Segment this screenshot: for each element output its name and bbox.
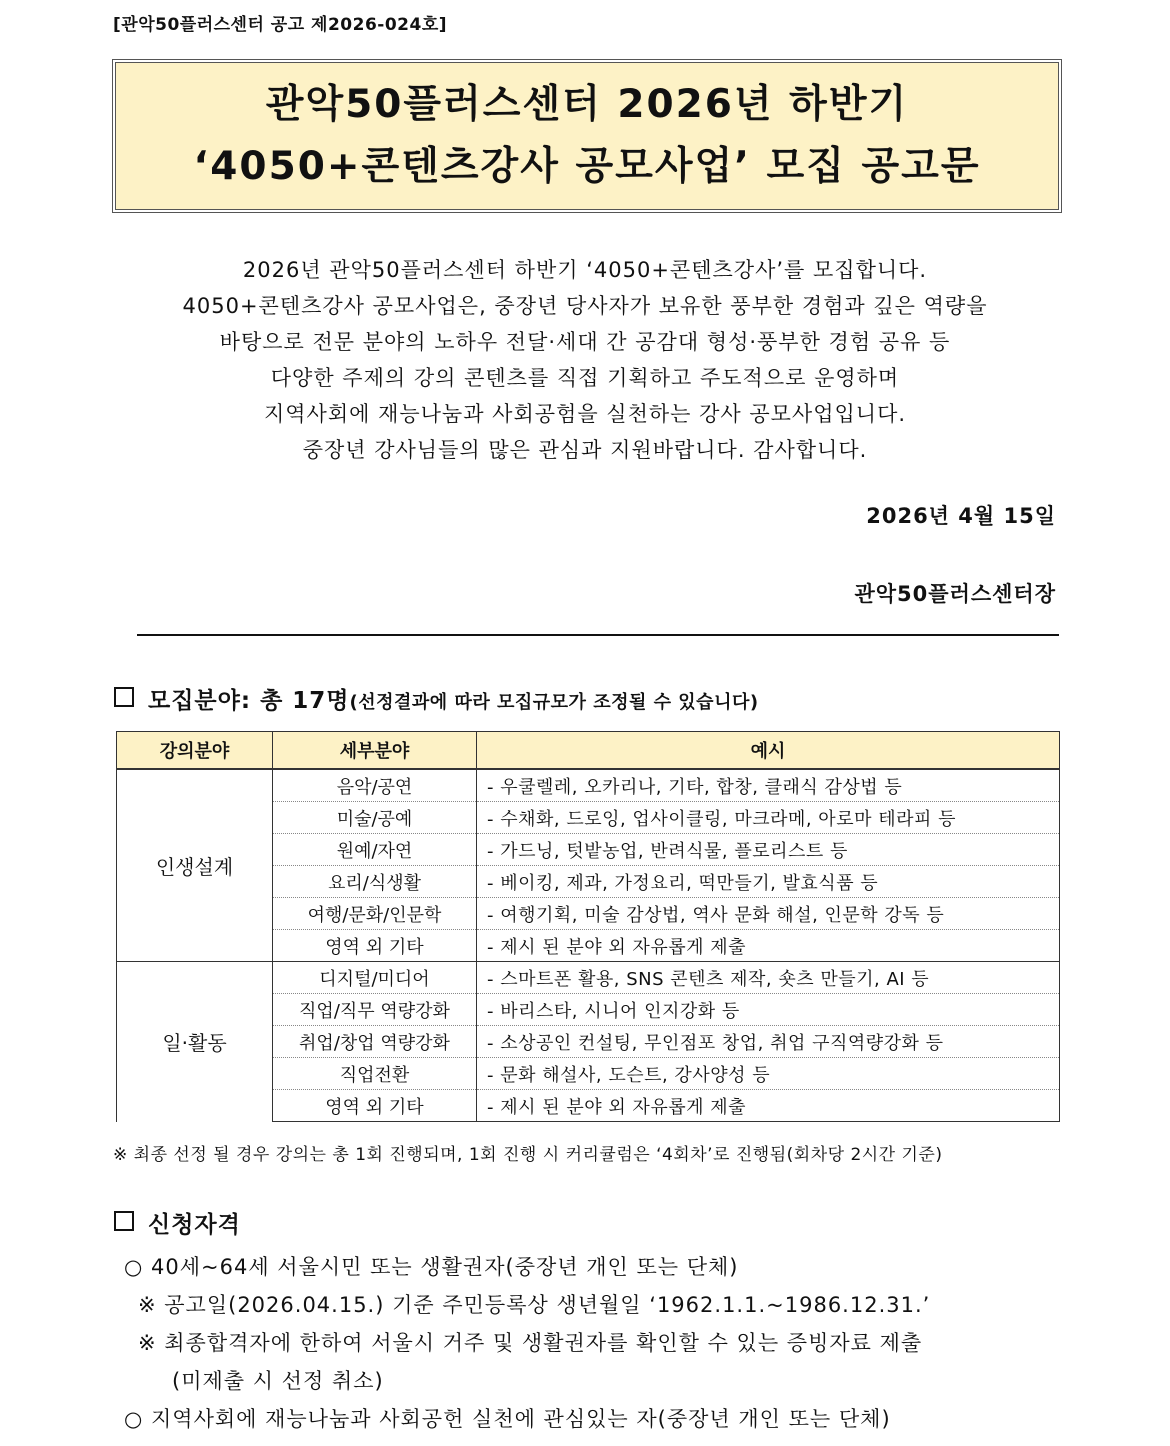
director-signature: 관악50플러스센터장 <box>854 582 1056 606</box>
example: - 소상공인 컨설팅, 무인점포 창업, 취업 구직역량강화 등 <box>477 1026 1060 1058</box>
example: - 바리스타, 시니어 인지강화 등 <box>477 994 1060 1026</box>
subfield: 직업/직무 역량강화 <box>273 994 477 1026</box>
section-note: (선정결과에 따라 모집규모가 조정될 수 있습니다) <box>349 692 759 713</box>
table-header-row <box>117 732 1060 770</box>
header-category: 강의분야 <box>117 732 273 770</box>
section-title: 신청자격 <box>148 1212 241 1238</box>
subfield: 직업전환 <box>273 1058 477 1090</box>
example: - 우쿨렐레, 오카리나, 기타, 합창, 클래식 감상법 등 <box>477 769 1060 802</box>
title-line-1: 관악50플러스센터 2026년 하반기 <box>265 82 909 127</box>
example: - 베이킹, 제과, 가정요리, 떡만들기, 발효식품 등 <box>477 866 1060 898</box>
category-work-activity: 일·활동 <box>117 962 273 1122</box>
example: - 문화 해설사, 도슨트, 강사양성 등 <box>477 1058 1060 1090</box>
subfield: 미술/공예 <box>273 802 477 834</box>
example: - 제시 된 분야 외 자유롭게 제출 <box>477 930 1060 962</box>
eligibility-note: ※ 최종합격자에 한하여 서울시 거주 및 생활권자를 확인할 수 있는 증빙자료 제출 <box>138 1331 923 1355</box>
intro-line: 바탕으로 전문 분야의 노하우 전달·세대 간 공감대 형성·풍부한 경험 공유 등 <box>219 330 951 354</box>
table-footnote: ※ 최종 선정 될 경우 강의는 총 1회 진행되며, 1회 진행 시 커리큘럼은 ‘4회차’로 진행됨(회차당 2시간 기준) <box>113 1145 943 1165</box>
eligibility-note-continued: (미제출 시 선정 취소) <box>172 1369 384 1393</box>
intro-line: 4050+콘텐츠강사 공모사업은, 중장년 당사자가 보유한 풍부한 경험과 깊은 역량을 <box>182 294 988 318</box>
subfield: 요리/식생활 <box>273 866 477 898</box>
example: - 제시 된 분야 외 자유롭게 제출 <box>477 1090 1060 1122</box>
eligibility-list <box>124 1248 930 1438</box>
intro-line: 2026년 관악50플러스센터 하반기 ‘4050+콘텐츠강사’를 모집합니다. <box>242 258 928 282</box>
eligibility-item: ○ 40세~64세 서울시민 또는 생활권자(중장년 개인 또는 단체) <box>124 1255 739 1279</box>
example: - 수채화, 드로잉, 업사이클링, 마크라메, 아로마 테라피 등 <box>477 802 1060 834</box>
section-title: 모집분야: 총 17명 <box>148 688 350 714</box>
notice-number: [관악50플러스센터 공고 제2026-024호] <box>113 15 448 35</box>
subfield: 디지털/미디어 <box>273 962 477 994</box>
intro-line: 중장년 강사님들의 많은 관심과 지원바랍니다. 감사합니다. <box>302 438 868 462</box>
divider <box>137 634 1059 636</box>
title-box <box>115 62 1059 210</box>
notice-date: 2026년 4월 15일 <box>866 504 1056 528</box>
checkbox-square-icon <box>114 687 134 707</box>
recruitment-fields-table <box>116 731 1060 1122</box>
example: - 여행기획, 미술 감상법, 역사 문화 해설, 인문학 강독 등 <box>477 898 1060 930</box>
intro-line: 지역사회에 재능나눔과 사회공험을 실천하는 강사 공모사업입니다. <box>263 402 907 426</box>
subfield: 영역 외 기타 <box>273 930 477 962</box>
example: - 스마트폰 활용, SNS 콘텐츠 제작, 숏츠 만들기, AI 등 <box>477 962 1060 994</box>
header-subfield: 세부분야 <box>273 732 477 770</box>
intro-paragraph <box>80 252 1090 468</box>
eligibility-note: ※ 공고일(2026.04.15.) 기준 주민등록상 생년월일 ‘1962.1.1.~1986.12.31.’ <box>138 1293 931 1317</box>
table-row <box>117 962 1060 994</box>
subfield: 원예/자연 <box>273 834 477 866</box>
eligibility-item: ○ 지역사회에 재능나눔과 사회공헌 실천에 관심있는 자(중장년 개인 또는 단체) <box>124 1407 891 1431</box>
example: - 가드닝, 텃밭농업, 반려식물, 플로리스트 등 <box>477 834 1060 866</box>
checkbox-square-icon <box>114 1211 134 1231</box>
subfield: 여행/문화/인문학 <box>273 898 477 930</box>
subfield: 음악/공연 <box>273 769 477 802</box>
table-row <box>117 769 1060 802</box>
section-eligibility-heading <box>114 1206 241 1239</box>
subfield: 영역 외 기타 <box>273 1090 477 1122</box>
header-example: 예시 <box>477 732 1060 770</box>
category-life-design: 인생설계 <box>117 769 273 962</box>
section-recruitment-heading <box>114 682 759 715</box>
intro-line: 다양한 주제의 강의 콘텐츠를 직접 기획하고 주도적으로 운영하며 <box>270 366 900 390</box>
subfield: 취업/창업 역량강화 <box>273 1026 477 1058</box>
title-line-2: ‘4050+콘텐츠강사 공모사업’ 모집 공고문 <box>193 144 981 189</box>
